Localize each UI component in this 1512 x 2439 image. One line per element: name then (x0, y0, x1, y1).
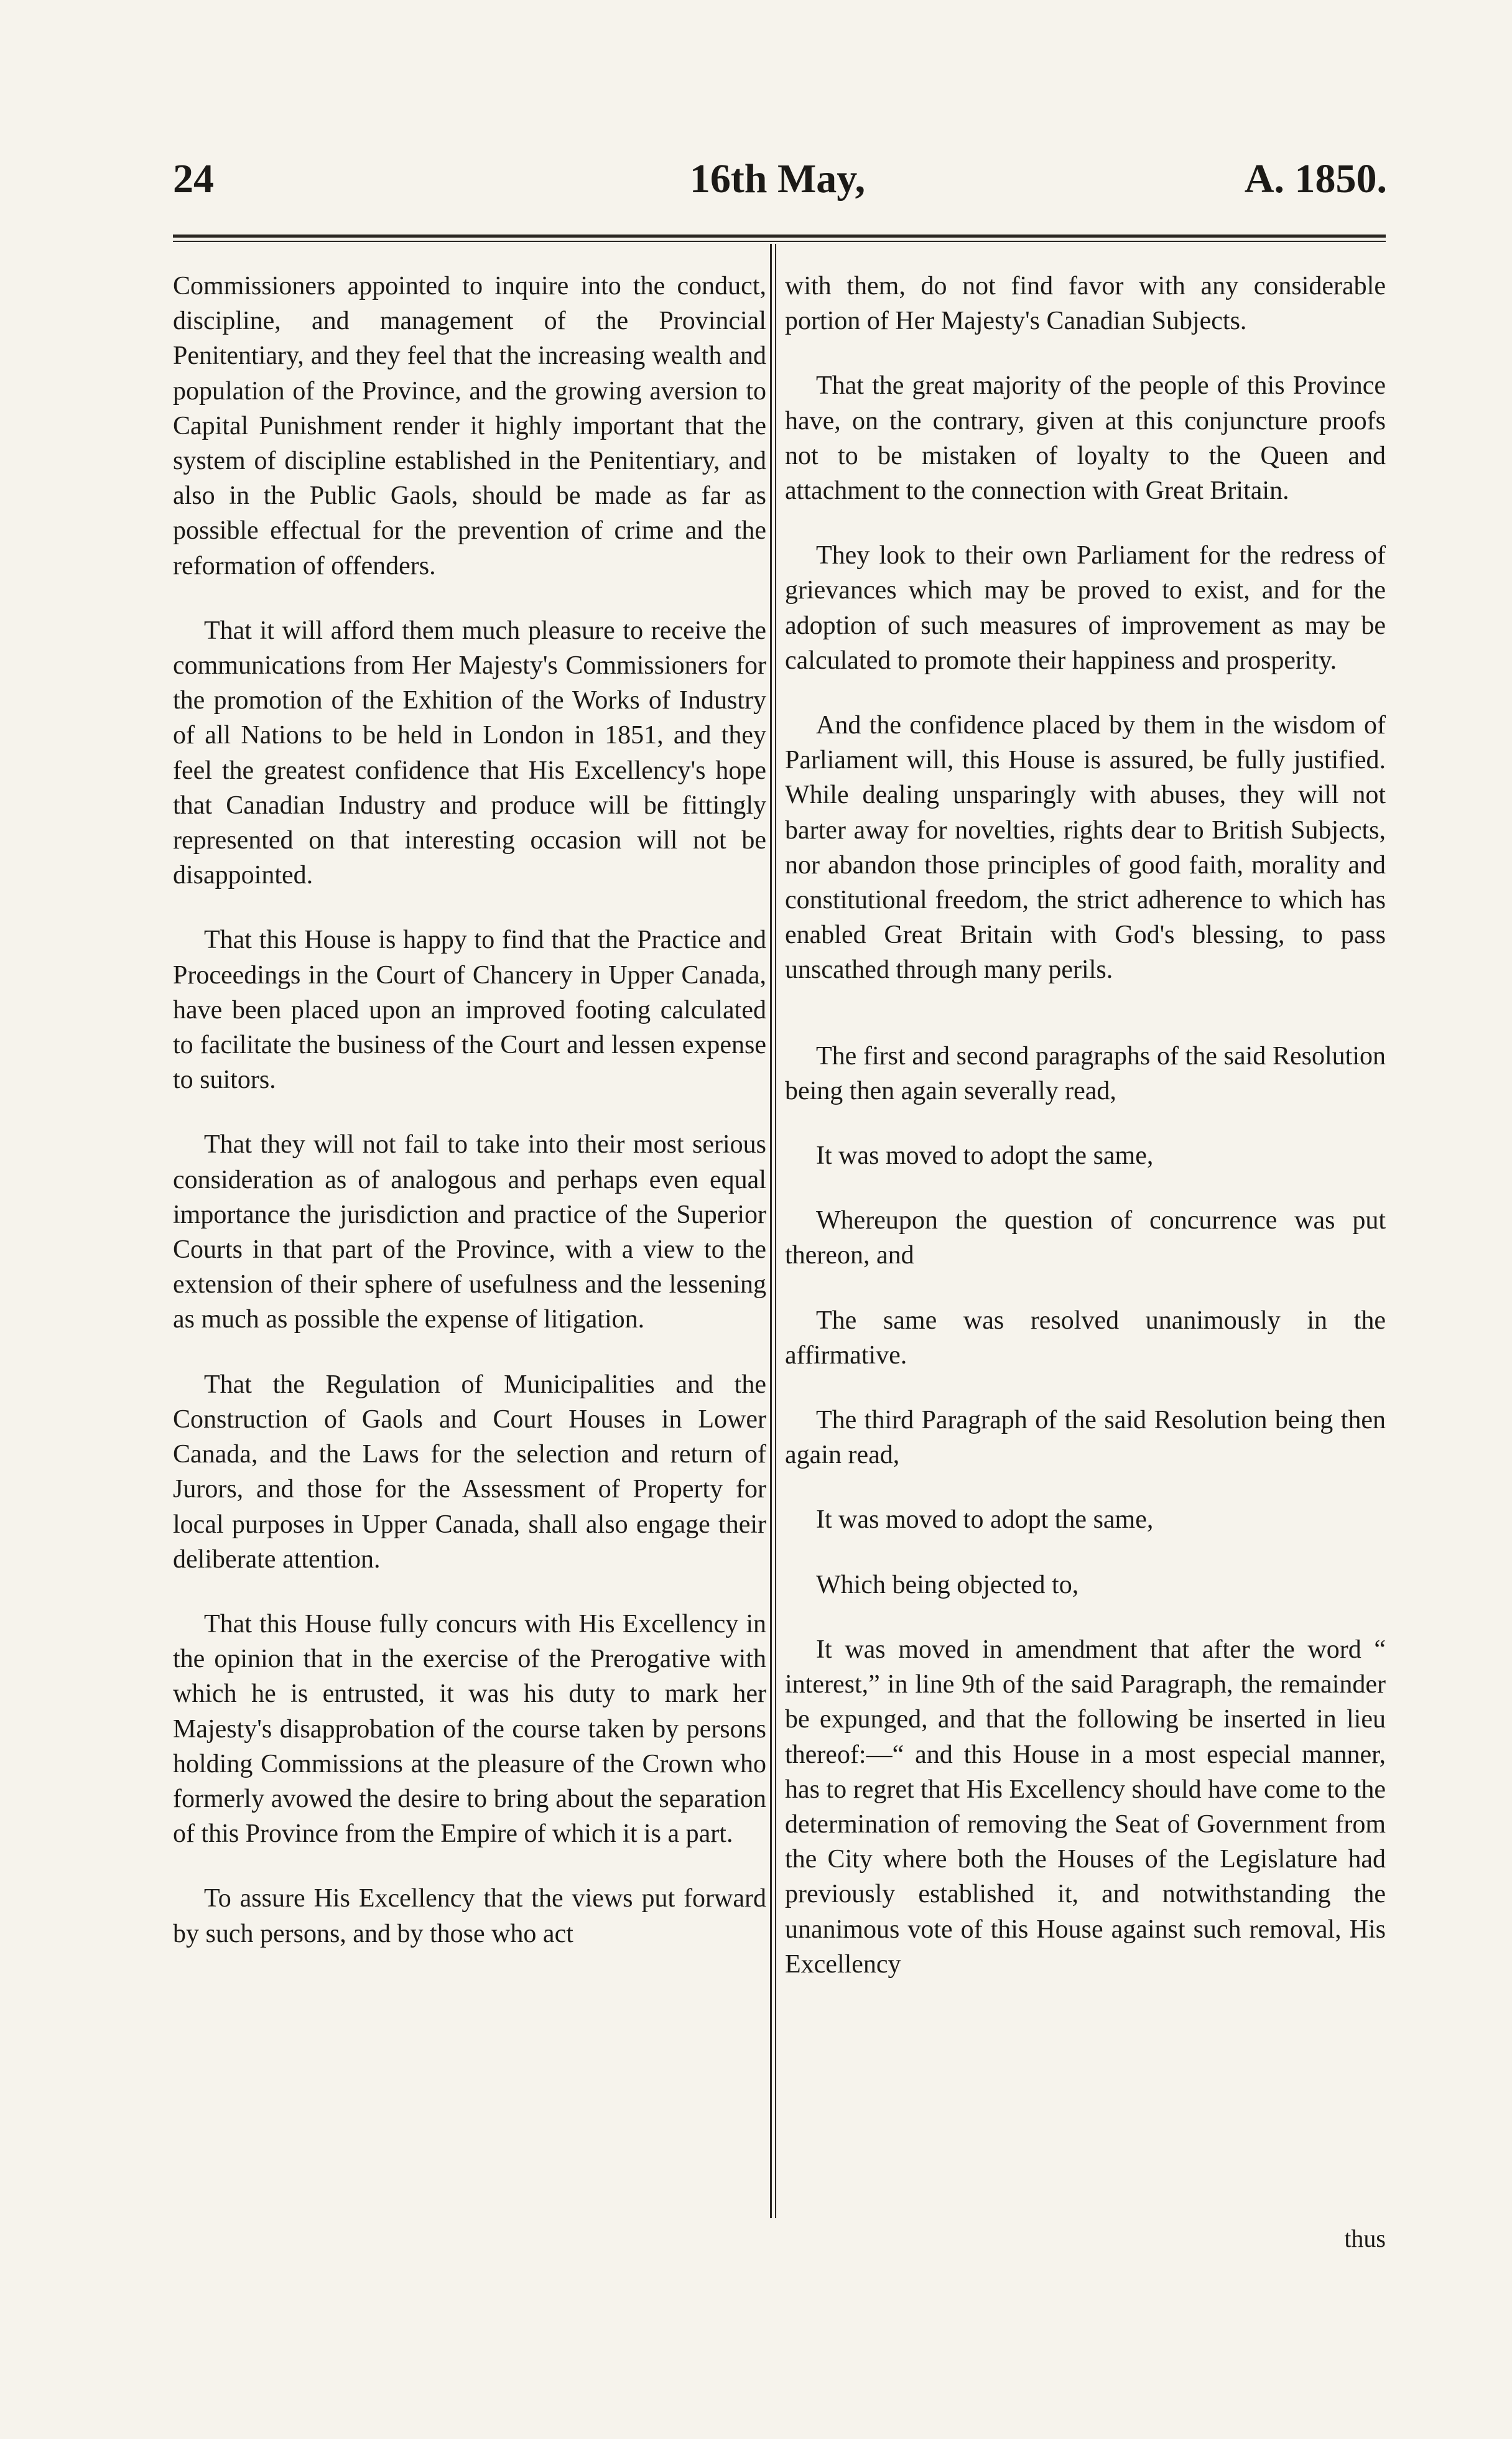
column-divider (770, 244, 772, 2218)
paragraph: The first and second paragraphs of the said Resolution being then again severally read, (785, 1041, 1386, 1105)
header-rule-thin (173, 241, 1386, 242)
column-divider-thin (775, 244, 776, 2218)
page-number: 24 (173, 156, 214, 202)
paragraph: Commissioners appointed to inquire into the conduct, discipline, and management of the Provincial Penitentiary, and they feel that the increasing wealth and population of the Province, and the growing aversion to Capital Punishment render it highly important that the system of discipline established in the Penitentiary, and also in the Public Gaols, should be made as far as possible effectual for the prevention of crime and the reformation of offenders. (173, 272, 766, 580)
paragraph: To assure His Excellency that the views put forward by such persons, and by those who act (173, 1884, 766, 1948)
header-date: 16th May, (689, 156, 866, 202)
paragraph: That they will not fail to take into their most serious consideration as of analogous and perhaps even equal importance the jurisdiction and practice of the Superior Courts in that part of the Province, with a view to the extension of their sphere of usefulness and the lessening as much as possible the expense of litigation. (173, 1130, 766, 1334)
paragraph: That it will afford them much pleasure to receive the communications from Her Majesty's Commissioners for the promotion of the Exhition of the Works of Industry of all Nations to be held in London in 1851, and they feel the greatest confidence that His Excellency's hope that Canadian Industry and produce will be fittingly represented on that interesting occasion will not be disappointed. (173, 616, 766, 890)
paragraph: It was moved in amendment that after the word “ interest,” in line 9th of the said Paragraph, the remainder be expunged, and that the following be inserted in lieu thereof:—“ and this House in a most especial manner, has to regret that His Excellency should have come to the determination of removing the Seat of Government from the City where both the Houses of the Legislature had previously established it, and notwithstanding the unanimous vote of this House against such removal, His Excellency (785, 1635, 1386, 1979)
paragraph: That this House fully concurs with His Excellency in the opinion that in the exercise of the Prerogative with which he is entrusted, it was his duty to mark her Majesty's disapprobation of the course taken by persons holding Commissions at the pleasure of the Crown who formerly avowed the desire to bring about the separation of this Province from the Empire of which it is a part. (173, 1609, 766, 1849)
paragraph: They look to their own Parliament for the redress of grievances which may be proved to exist, and for the adoption of such measures of improvement as may be calculated to promote their happiness and prosperity. (785, 541, 1386, 675)
page-header (168, 156, 1387, 211)
paragraph: That the Regulation of Municipalities and the Construction of Gaols and Court Houses in Lower Canada, and the Laws for the selection and return of Jurors, and those for the Assessment of Property for local purposes in Upper Canada, shall also engage their deliberate attention. (173, 1370, 766, 1574)
paragraph: And the confidence placed by them in the wisdom of Parliament will, this House is assured, be fully justified. While dealing unsparingly with abuses, they will not barter away for novelties, rights dear to British Subjects, nor abandon those principles of good faith, morality and constitutional freedom, the strict adherence to which has enabled Great Britain with God's blessing, to pass unscathed through many perils. (785, 711, 1386, 985)
paragraph: It was moved to adopt the same, (816, 1505, 1154, 1535)
header-year: A. 1850. (1244, 156, 1387, 202)
paragraph: It was moved to adopt the same, (816, 1141, 1154, 1171)
header-rule-thick (173, 235, 1386, 238)
paragraph: with them, do not find favor with any considerable portion of Her Majesty's Canadian Subjects. (785, 272, 1386, 336)
paragraph: That the great majority of the people of this Province have, on the contrary, given at this conjuncture proofs not to be mistaken of loyalty to the Queen and attachment to the connection with Great Britain. (785, 371, 1386, 506)
paragraph: The same was resolved unanimously in the affirmative. (785, 1306, 1386, 1370)
paragraph: Which being objected to, (816, 1570, 1079, 1599)
paragraph: Whereupon the question of concurrence was put thereon, and (785, 1206, 1386, 1270)
paragraph: The third Paragraph of the said Resolution being then again read, (785, 1406, 1386, 1470)
right-column (785, 269, 1386, 2012)
left-column (173, 269, 766, 1981)
paragraph: That this House is happy to find that the Practice and Proceedings in the Court of Chancery in Upper Canada, have been placed upon an improved footing calculated to facilitate the business of the Court and lessen expense to suitors. (173, 926, 766, 1095)
catchword: thus (1344, 2224, 1386, 2252)
